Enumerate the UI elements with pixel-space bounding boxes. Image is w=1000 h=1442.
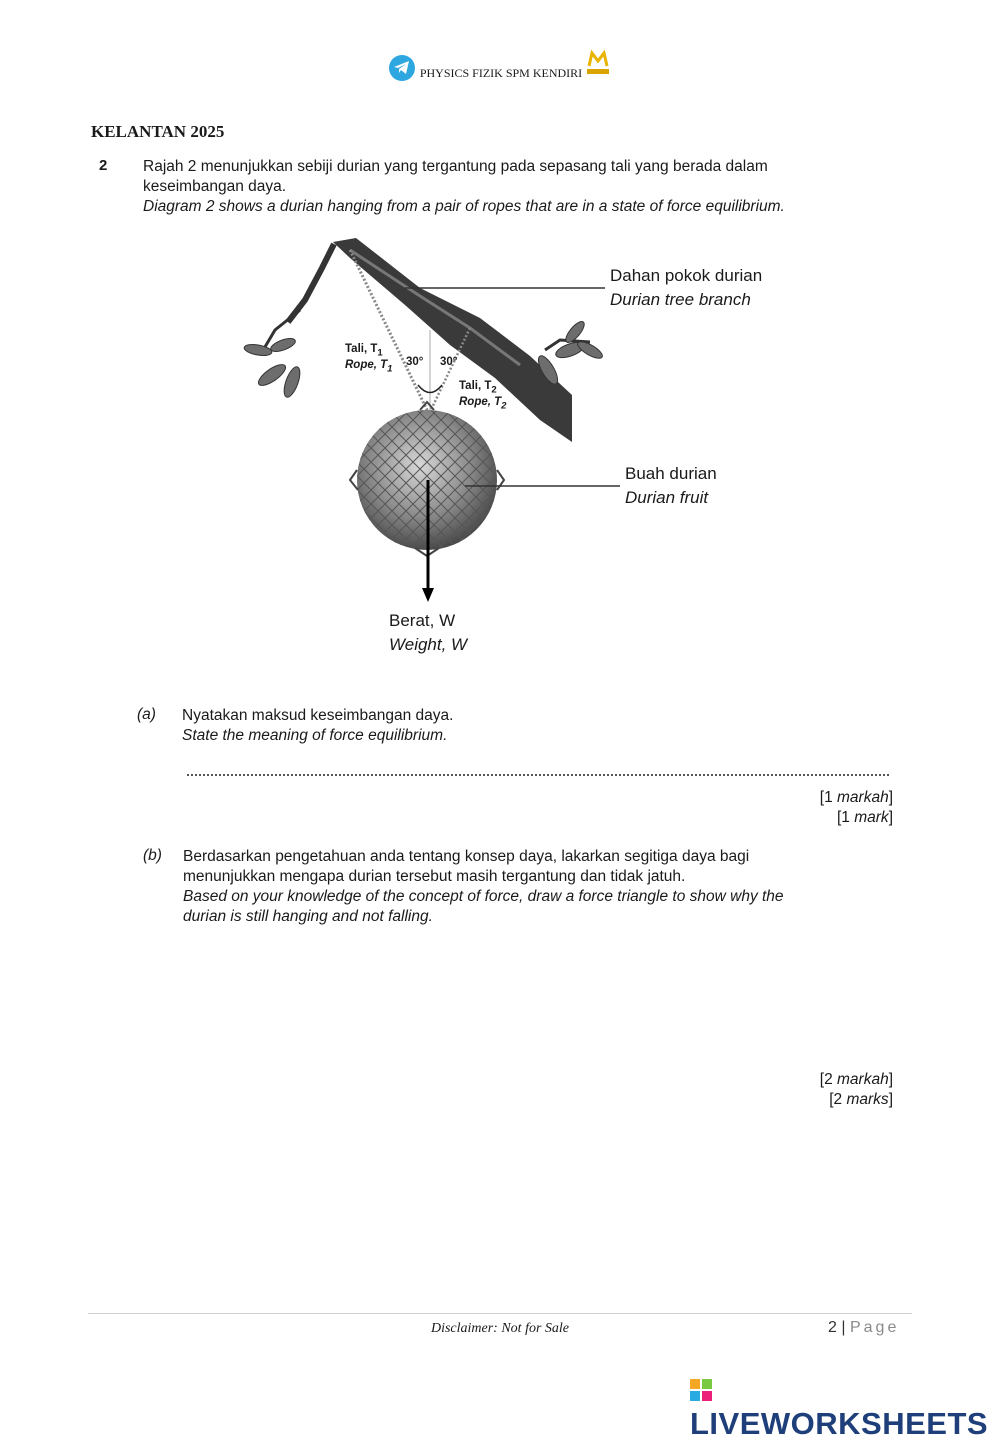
rope2-label-ms: Tali, T	[459, 380, 492, 392]
rope1-sub-en: 1	[387, 363, 393, 375]
part-b-en-line2: durian is still hanging and not falling.	[183, 908, 433, 925]
header-text: PHYSICS FIZIK SPM KENDIRI	[419, 65, 583, 80]
fruit-label	[625, 462, 717, 510]
fruit-label-ms: Buah durian	[625, 464, 717, 483]
part-b-mark-prefix: [2	[819, 1071, 837, 1088]
weight-label-en	[389, 633, 467, 657]
part-a-marks	[820, 788, 893, 828]
intro-en: Diagram 2 shows a durian hanging from a pair of ropes that are in a state of force equilibrium.	[143, 198, 785, 215]
liveworksheets-watermark[interactable]	[690, 1370, 1000, 1442]
question-intro	[143, 157, 883, 217]
part-b-text	[183, 847, 883, 927]
rope2-sub: 2	[491, 384, 497, 396]
part-b-mark-en: marks	[846, 1091, 889, 1108]
part-b-ms-line2: menunjukkan mengapa durian tersebut masih tergantung dan tidak jatuh.	[183, 868, 686, 885]
part-a-mark-suffix: ]	[888, 789, 893, 806]
telegram-icon	[389, 55, 415, 81]
intro-ms-line2: keseimbangan daya.	[143, 178, 287, 195]
part-a-label: (a)	[137, 706, 156, 723]
part-b-en-line1: Based on your knowledge of the concept of force, draw a force triangle to show why the	[183, 888, 784, 905]
rope1-sub: 1	[377, 347, 383, 359]
part-a-text	[182, 706, 453, 746]
rope1-label-en: Rope, T	[345, 359, 388, 372]
part-b-marks	[820, 1070, 893, 1110]
rope2-label-en: Rope, T	[459, 396, 502, 409]
footer-page	[828, 1319, 899, 1337]
branch-label-en: Durian tree branch	[610, 290, 751, 309]
page-word: Page	[849, 1319, 900, 1336]
page-header	[0, 60, 1000, 88]
rope1-label	[345, 343, 393, 376]
question-number: 2	[99, 157, 108, 174]
part-b-ms-line1: Berdasarkan pengetahuan anda tentang konsep daya, lakarkan segitiga daya bagi	[183, 848, 750, 865]
part-a-en: State the meaning of force equilibrium.	[182, 727, 448, 744]
branch-label-ms: Dahan pokok durian	[610, 266, 763, 285]
part-b-mark-suffix: ]	[888, 1071, 893, 1088]
page-separator: |	[841, 1319, 846, 1336]
part-b-mark-prefix-en: [2	[829, 1091, 847, 1108]
part-a-mark-suffix-en: ]	[888, 809, 893, 826]
footer-divider	[88, 1313, 912, 1314]
fruit-label-en: Durian fruit	[625, 488, 709, 507]
durian-diagram	[240, 232, 620, 612]
liveworksheets-text: LIVEWORKSHEETS	[690, 1406, 989, 1441]
part-b-mark-ms: markah	[837, 1071, 889, 1088]
part-a-mark-prefix: [1	[819, 789, 837, 806]
logo-icon	[585, 50, 611, 78]
page-number: 2	[828, 1319, 837, 1336]
sketch-area[interactable]	[183, 940, 883, 1065]
weight-label	[389, 609, 467, 657]
angle2-label: 30°	[440, 356, 458, 368]
part-a-mark-en: mark	[854, 809, 889, 826]
rope2-label	[459, 380, 507, 413]
part-a-ms: Nyatakan maksud keseimbangan daya.	[182, 707, 454, 724]
footer-disclaimer: Disclaimer: Not for Sale	[430, 1321, 570, 1336]
rope2-sub-en: 2	[501, 400, 507, 412]
intro-ms-line1: Rajah 2 menunjukkan sebiji durian yang tergantung pada sepasang tali yang berada dalam	[143, 158, 768, 175]
weight-label-ms: Berat, W	[389, 611, 456, 630]
branch-label	[610, 264, 762, 312]
part-b-label: (b)	[143, 847, 162, 864]
part-a-mark-prefix-en: [1	[837, 809, 855, 826]
rope1-label-ms: Tali, T	[345, 343, 378, 355]
part-a-mark-ms: markah	[837, 789, 889, 806]
answer-line-a[interactable]	[187, 770, 889, 776]
angle1-label: 30°	[406, 356, 424, 368]
weight-label-en-text: Weight, W	[389, 635, 468, 654]
liveworksheets-logo-icon	[690, 1375, 712, 1399]
part-b-mark-suffix-en: ]	[888, 1091, 893, 1108]
page-title: KELANTAN 2025	[91, 122, 225, 141]
